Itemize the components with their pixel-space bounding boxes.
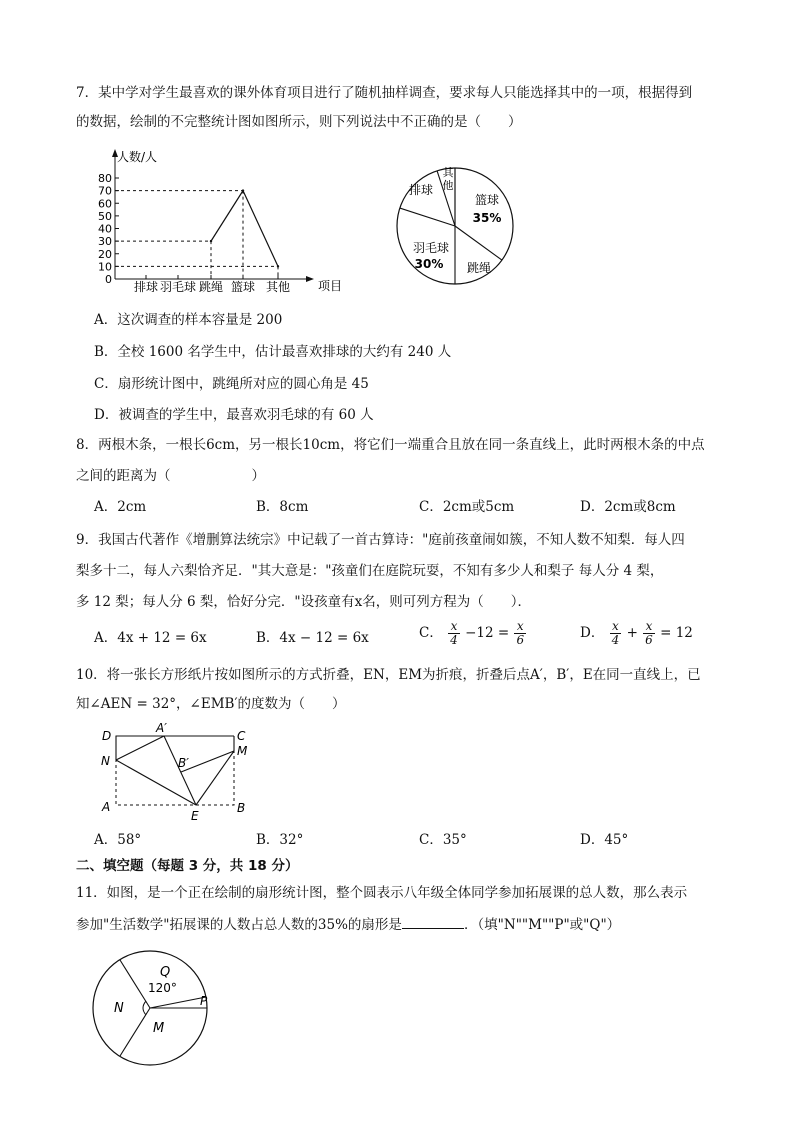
q7-option-c: C．扇形统计图中，跳绳所对应的圆心角是 45	[94, 376, 369, 392]
x-axis-arrow	[306, 276, 314, 282]
y-tick-label: 0	[105, 273, 112, 286]
q8-option-d: D．2cm或8cm	[580, 499, 676, 515]
answer-blank[interactable]	[402, 914, 464, 929]
q9-option-a: A．4x + 12 = 6x	[94, 630, 207, 646]
q8-option-b: B．8cm	[256, 499, 309, 515]
q9-text-line1: 9．我国古代著作《增删算法统宗》中记载了一首古算诗："庭前孩童闹如簇，不知人数不知梨．每人四	[76, 532, 685, 548]
label-a-prime: A′	[156, 721, 167, 735]
label-n: N	[114, 1001, 124, 1016]
pie-label-volleyball: 排球	[408, 183, 434, 197]
q7-text-line1: 7．某中学对学生最喜欢的课外体育项目进行了随机抽样调查，要求每人只能选择其中的一项，根据得到	[76, 85, 693, 101]
q7-option-b: B．全校 1600 名学生中，估计最喜欢排球的大约有 240 人	[94, 344, 452, 360]
pie-label-rope: 跳绳	[466, 261, 492, 275]
edge-n-a1	[116, 736, 164, 760]
y-tick-label: 50	[98, 209, 112, 223]
y-tick-label: 70	[98, 184, 112, 198]
series-segment	[243, 191, 278, 267]
pie-label-badminton: 羽毛球	[412, 241, 450, 255]
q7-option-a: A．这次调查的样本容量是 200	[94, 312, 283, 328]
section-heading-fill-in: 二、填空题（每题 3 分，共 18 分）	[76, 858, 299, 874]
data-point	[277, 265, 279, 267]
y-tick-label: 10	[98, 260, 112, 274]
q10-text-line1: 10．将一张长方形纸片按如图所示的方式折叠，EN，EM为折痕，折叠后点A′，B′，E在同一直线上，已	[76, 667, 701, 683]
q9-option-d: D． $\frac{x}{4}$ + $\frac{x}{6}$ = 12	[580, 619, 693, 647]
pie-label-other	[443, 166, 455, 192]
q10-option-d: D．45°	[580, 832, 629, 848]
series-segment	[211, 191, 243, 242]
label-angle: 120°	[148, 981, 177, 995]
y-tick-label: 80	[98, 172, 112, 185]
pie-label-other-char: 其	[442, 166, 454, 179]
label-n: N	[101, 754, 110, 768]
fraction-x-over-6: $\frac{x}{6}$	[516, 619, 525, 647]
fraction-x-over-6: $\frac{x}{6}$	[645, 619, 653, 647]
radius-q-n	[120, 960, 150, 1008]
q9-text-line2: 梨多十二，每人六梨恰齐足．"其大意是："孩童们在庭院玩耍，不知有多少人和梨子 每人分 4 梨，	[76, 563, 664, 579]
q7-pie-chart	[385, 156, 525, 296]
y-tick-label: 40	[98, 222, 112, 236]
data-point	[210, 240, 212, 242]
pie-slice-border	[455, 226, 502, 260]
q10-fold-figure	[96, 720, 266, 826]
q8-text-line1: 8．两根木条，一根长6cm，另一根长10cm，将它们一端重合且放在同一条直线上，此时两根木条的中点	[76, 437, 705, 453]
q11-pie-figure	[90, 950, 220, 1070]
x-tick-label: 篮球	[230, 280, 256, 294]
q11-text-line1: 11．如图，是一个正在绘制的扇形统计图，整个圆表示八年级全体同学参加拓展课的总人数，那么表示	[76, 885, 688, 901]
label-d: D	[102, 729, 112, 743]
y-ticks	[98, 172, 119, 286]
y-tick-label: 30	[98, 235, 112, 249]
q7-option-d: D．被调查的学生中，最喜欢羽毛球的有 60 人	[94, 407, 374, 423]
pie-value-basketball: 35%	[472, 211, 502, 225]
y-tick-label: 60	[98, 197, 112, 211]
x-tick-label: 羽毛球	[159, 280, 197, 294]
label-b: B	[237, 801, 246, 815]
radius-p-q	[150, 997, 206, 1008]
x-axis-label: 项目	[318, 279, 343, 293]
x-tick-label: 跳绳	[198, 280, 224, 294]
line-a1-e	[164, 736, 196, 805]
pie-label-basketball: 篮球	[474, 193, 500, 207]
q7-text-line2: 的数据，绘制的不完整统计图如图所示，则下列说法中不正确的是（ ）	[76, 114, 522, 130]
label-m: M	[153, 1021, 165, 1036]
x-tick-label: 其他	[265, 280, 291, 294]
y-tick-label: 20	[98, 247, 112, 261]
fraction-x-over-4: $\frac{x}{4}$	[450, 619, 458, 647]
label-p: P	[200, 994, 208, 1008]
q8-option-a: A．2cm	[94, 499, 147, 515]
q10-option-c: C．35°	[419, 832, 467, 848]
pie-slice-border	[400, 208, 455, 226]
q9-option-b: B．4x − 12 = 6x	[256, 630, 369, 646]
label-b-prime: B′	[178, 756, 189, 770]
radius-n-m	[120, 1008, 150, 1056]
label-q: Q	[160, 965, 171, 980]
x-tick-label: 排球	[133, 280, 159, 294]
q10-option-a: A．58°	[94, 832, 142, 848]
q8-option-c: C．2cm或5cm	[419, 499, 515, 515]
x-ticks	[134, 275, 290, 294]
q11-text-line2: 参加"生活数学"拓展课的人数占总人数的35%的扇形是 ．（填"N""M""P"或"Q"）	[76, 914, 620, 935]
q10-text-line2: 知∠AEN = 32°，∠EMB′的度数为（ ）	[76, 696, 346, 712]
q9-text-line3: 多 12 梨；每人分 6 梨，恰好分完．"设孩童有x名，则可列方程为（ ）．	[76, 594, 532, 610]
label-a: A	[102, 800, 111, 814]
q10-option-b: B．32°	[256, 832, 304, 848]
q8-text-line2: 之间的距离为（ ）	[76, 468, 265, 484]
data-point	[242, 189, 244, 191]
pie-value-badminton: 30%	[414, 257, 444, 271]
pie-label-other-char: 他	[442, 179, 454, 192]
chart-series	[115, 189, 279, 279]
label-e: E	[191, 809, 199, 823]
angle-arc	[143, 1001, 146, 1015]
label-m: M	[237, 744, 248, 758]
y-axis-label: 人数/人	[117, 150, 158, 164]
q9-option-c: C． $\frac{x}{4}$ −12 = $\frac{x}{6}$	[419, 619, 525, 647]
q7-line-chart	[88, 145, 343, 297]
fraction-x-over-4: $\frac{x}{4}$	[611, 619, 620, 647]
label-c: C	[237, 729, 246, 743]
